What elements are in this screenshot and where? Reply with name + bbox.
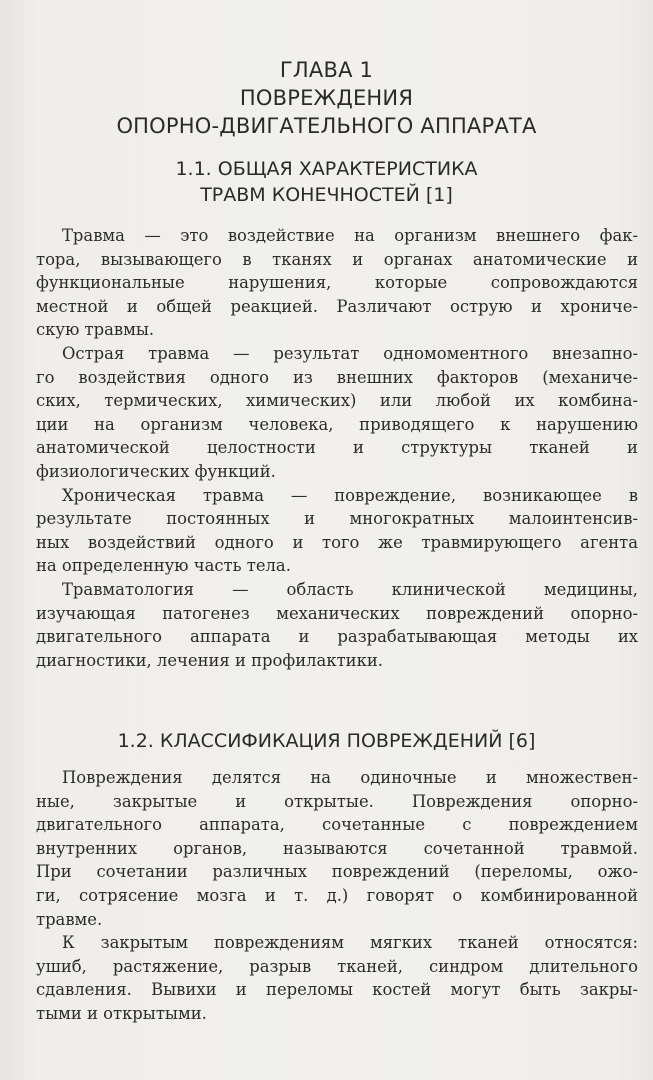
section-1-heading — [0, 156, 653, 208]
chapter-heading — [0, 56, 653, 140]
section-2-paragraph-1: Повреждения делятся на одиночные и множествен- ные, закрытые и открытые. Повреждения опорно- двигательного аппарата, сочетанные с повреждением внутренних органов, называются сочетанной травмой. При сочетании различных повреждений (переломы, ожо- ги, сотрясение мозга и т. д.) говорят о комбинированной травме. — [36, 768, 638, 929]
section-1-paragraph-1: Травма — это воздействие на организм внешнего фак- тора, вызывающего в тканях и органах анатомические и функциональные нарушения, которые сопровождаются местной и общей реакцией. Различают острую и хрониче- скую травмы. — [36, 226, 638, 340]
chapter-title-line-2: ОПОРНО-ДВИГАТЕЛЬНОГО АППАРАТА — [116, 114, 537, 138]
section-2-paragraph-2: К закрытым повреждениям мягких тканей относятся: ушиб, растяжение, разрыв тканей, синдром длительного сдавления. Вывихи и переломы костей могут быть закры- тыми и открытыми. — [36, 933, 638, 1023]
section-1-paragraph-2: Острая травма — результат одномоментного внезапно- го воздействия одного из внешних факторов (механиче- ских, термических, химических) или любой их комбина- ции на организм человека, приводящего к нарушению анатомической целостности и структуры тканей и физиологических функций. — [36, 343, 638, 481]
section-1-paragraph-4: Травматология — область клинической медицины, изучающая патогенез механических повреждений опорно- двигательного аппарата и разрабатывающая методы их диагностики, лечения и профилактики. — [36, 579, 638, 670]
section-1-title-line-2: ТРАВМ КОНЕЧНОСТЕЙ [1] — [200, 184, 453, 206]
section-2-title: 1.2. КЛАССИФИКАЦИЯ ПОВРЕЖДЕНИЙ [6] — [117, 730, 536, 752]
section-2-heading — [0, 728, 653, 754]
section-2-body — [36, 766, 638, 1026]
chapter-number: ГЛАВА 1 — [279, 58, 374, 82]
section-1-paragraph-3: Хроническая травма — повреждение, возникающее в результате постоянных и многократных малоинтенсив- ных воздействий одного и того же травмирующего агента на определенную часть тела. — [36, 485, 638, 576]
section-1-body — [36, 224, 638, 672]
chapter-title-line-1: ПОВРЕЖДЕНИЯ — [239, 86, 414, 110]
section-1-title-line-1: 1.1. ОБЩАЯ ХАРАКТЕРИСТИКА — [175, 158, 478, 180]
